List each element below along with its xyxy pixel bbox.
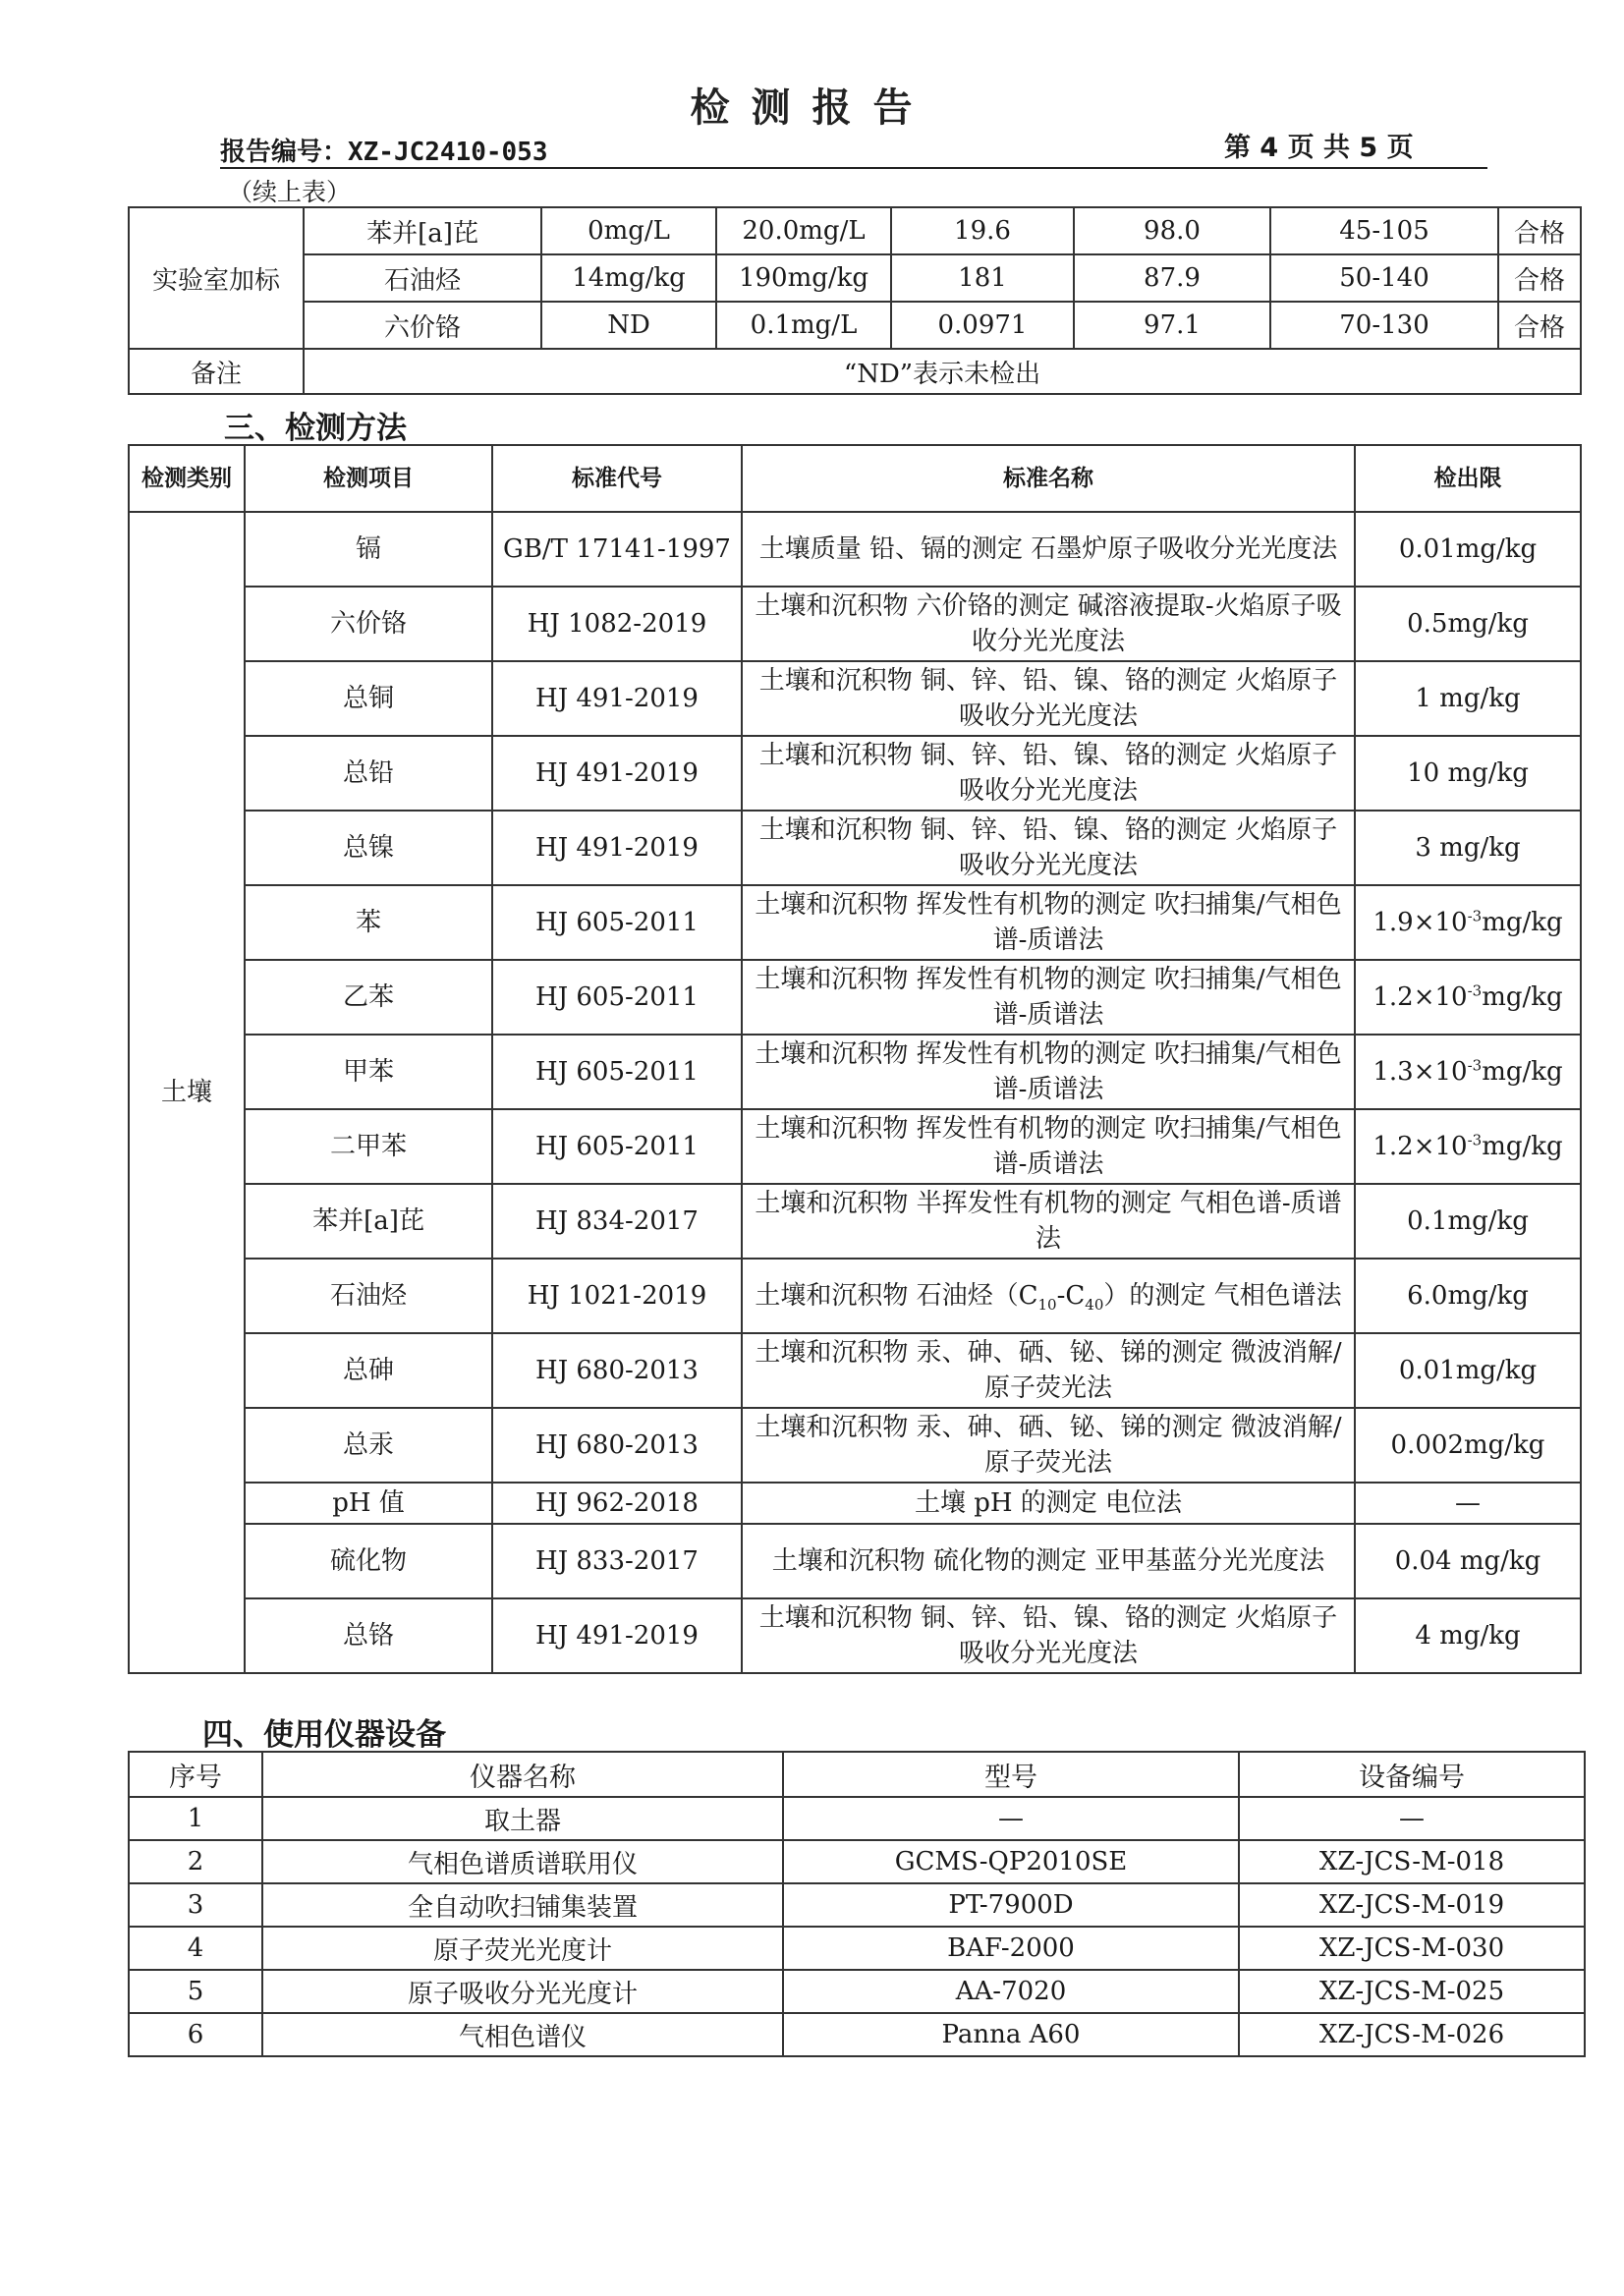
standard-name-cell: 土壤和沉积物 汞、砷、硒、铋、锑的测定 微波消解/原子荧光法 — [742, 1333, 1355, 1408]
header-code: 标准代号 — [492, 445, 742, 512]
code-cell: HJ 833-2017 — [492, 1524, 742, 1598]
spike-range: 45-105 — [1270, 207, 1498, 254]
limit-unit: mg/kg — [1482, 1132, 1563, 1161]
spike-range: 50-140 — [1270, 254, 1498, 302]
no-cell: 1 — [129, 1797, 262, 1840]
instrument-name-cell: 取土器 — [262, 1797, 783, 1840]
table-row — [129, 736, 1581, 811]
section-3-title: 三、检测方法 — [224, 411, 407, 446]
page-indicator: 第 4 页 共 5 页 — [1224, 133, 1414, 163]
code-cell: HJ 605-2011 — [492, 1109, 742, 1184]
table-row — [129, 302, 1581, 349]
name-part: ）的测定 气相色谱法 — [1103, 1281, 1342, 1311]
spike-recovery: 98.0 — [1074, 207, 1270, 254]
limit-cell: 6.0mg/kg — [1355, 1259, 1581, 1333]
header-instrument-name: 仪器名称 — [262, 1752, 783, 1797]
table-row — [129, 1333, 1581, 1408]
table-row — [129, 1483, 1581, 1524]
limit-cell: 0.5mg/kg — [1355, 587, 1581, 661]
limit-cell: 0.01mg/kg — [1355, 1333, 1581, 1408]
limit-exponent: -3 — [1467, 981, 1483, 1000]
continued-label: （续上表） — [228, 178, 352, 206]
equipment-id-cell: XZ-JCS-M-030 — [1239, 1927, 1585, 1970]
spike-added: 0.1mg/L — [716, 302, 891, 349]
item-cell: 硫化物 — [245, 1524, 492, 1598]
standard-name-cell: 土壤和沉积物 铜、锌、铅、镍、铬的测定 火焰原子吸收分光光度法 — [742, 811, 1355, 885]
code-cell: HJ 491-2019 — [492, 1598, 742, 1673]
limit-mantissa: 1.9×10 — [1372, 908, 1468, 937]
limit-cell: 1 mg/kg — [1355, 661, 1581, 736]
limit-mantissa: 1.2×10 — [1372, 1132, 1468, 1161]
item-cell: 总铜 — [245, 661, 492, 736]
item-cell: 六价铬 — [245, 587, 492, 661]
table-row — [129, 1883, 1585, 1927]
limit-exponent: -3 — [1467, 1056, 1483, 1075]
item-cell: 苯并[a]芘 — [245, 1184, 492, 1259]
standard-name-cell: 土壤和沉积物 铜、锌、铅、镍、铬的测定 火焰原子吸收分光光度法 — [742, 736, 1355, 811]
no-cell: 6 — [129, 2013, 262, 2056]
remark-label: 备注 — [129, 349, 304, 394]
limit-exponent: -3 — [1467, 907, 1483, 925]
spike-item: 石油烃 — [304, 254, 541, 302]
table-row — [129, 1184, 1581, 1259]
remark-row — [129, 349, 1581, 394]
equipment-id-cell: XZ-JCS-M-019 — [1239, 1883, 1585, 1927]
standard-name-cell: 土壤和沉积物 挥发性有机物的测定 吹扫捕集/气相色谱-质谱法 — [742, 1035, 1355, 1109]
model-cell: Panna A60 — [783, 2013, 1239, 2056]
spike-background: 14mg/kg — [541, 254, 716, 302]
table-row — [129, 1598, 1581, 1673]
limit-cell: 0.002mg/kg — [1355, 1408, 1581, 1483]
name-part: -C — [1056, 1281, 1086, 1311]
spike-verdict: 合格 — [1498, 254, 1581, 302]
table-row — [129, 1970, 1585, 2013]
limit-unit: mg/kg — [1482, 1057, 1563, 1087]
spike-added: 190mg/kg — [716, 254, 891, 302]
spike-item: 苯并[a]芘 — [304, 207, 541, 254]
limit-mantissa: 1.2×10 — [1372, 982, 1468, 1012]
limit-cell: 4 mg/kg — [1355, 1598, 1581, 1673]
limit-cell — [1355, 1035, 1581, 1109]
spike-background: ND — [541, 302, 716, 349]
limit-cell: 0.01mg/kg — [1355, 512, 1581, 587]
standard-name-cell: 土壤和沉积物 挥发性有机物的测定 吹扫捕集/气相色谱-质谱法 — [742, 1109, 1355, 1184]
instrument-name-cell: 原子荧光光度计 — [262, 1927, 783, 1970]
table-row — [129, 661, 1581, 736]
limit-cell: 0.04 mg/kg — [1355, 1524, 1581, 1598]
report-title: 检测报告 — [690, 85, 934, 131]
spike-measured: 181 — [891, 254, 1074, 302]
limit-mantissa: 1.3×10 — [1372, 1057, 1468, 1087]
equipment-id-cell: XZ-JCS-M-026 — [1239, 2013, 1585, 2056]
spike-measured: 0.0971 — [891, 302, 1074, 349]
table-header-row — [129, 445, 1581, 512]
instrument-name-cell: 原子吸收分光光度计 — [262, 1970, 783, 2013]
instrument-name-cell: 气相色谱质谱联用仪 — [262, 1840, 783, 1883]
standard-name-cell: 土壤和沉积物 硫化物的测定 亚甲基蓝分光光度法 — [742, 1524, 1355, 1598]
code-cell: HJ 491-2019 — [492, 736, 742, 811]
spike-background: 0mg/L — [541, 207, 716, 254]
equipment-id-cell: XZ-JCS-M-025 — [1239, 1970, 1585, 2013]
table-row — [129, 512, 1581, 587]
spike-recovery: 97.1 — [1074, 302, 1270, 349]
standard-name-cell: 土壤和沉积物 六价铬的测定 碱溶液提取-火焰原子吸收分光光度法 — [742, 587, 1355, 661]
spike-verdict: 合格 — [1498, 302, 1581, 349]
code-cell: HJ 605-2011 — [492, 960, 742, 1035]
table-row — [129, 1035, 1581, 1109]
code-cell: HJ 491-2019 — [492, 811, 742, 885]
limit-cell — [1355, 960, 1581, 1035]
header-standard-name: 标准名称 — [742, 445, 1355, 512]
instrument-name-cell: 气相色谱仪 — [262, 2013, 783, 2056]
item-cell: 乙苯 — [245, 960, 492, 1035]
limit-unit: mg/kg — [1482, 982, 1563, 1012]
code-cell: HJ 605-2011 — [492, 1035, 742, 1109]
spike-added: 20.0mg/L — [716, 207, 891, 254]
limit-unit: mg/kg — [1482, 908, 1563, 937]
model-cell: — — [783, 1797, 1239, 1840]
carbon-subscript: 10 — [1037, 1296, 1057, 1315]
equipment-id-cell: XZ-JCS-M-018 — [1239, 1840, 1585, 1883]
table-row — [129, 960, 1581, 1035]
test-methods-table — [128, 444, 1582, 1674]
table-row — [129, 1408, 1581, 1483]
limit-cell — [1355, 1109, 1581, 1184]
item-cell: 总铅 — [245, 736, 492, 811]
table-row — [129, 207, 1581, 254]
standard-name-cell: 土壤和沉积物 半挥发性有机物的测定 气相色谱-质谱法 — [742, 1184, 1355, 1259]
spike-item: 六价铬 — [304, 302, 541, 349]
table-row — [129, 254, 1581, 302]
spike-recovery: 87.9 — [1074, 254, 1270, 302]
table-row — [129, 1259, 1581, 1333]
name-part: 土壤和沉积物 石油烃（C — [755, 1281, 1038, 1311]
table-row — [129, 587, 1581, 661]
model-cell: BAF-2000 — [783, 1927, 1239, 1970]
table-row — [129, 1524, 1581, 1598]
table-row — [129, 1840, 1585, 1883]
header-limit: 检出限 — [1355, 445, 1581, 512]
limit-cell: 0.1mg/kg — [1355, 1184, 1581, 1259]
item-cell: 石油烃 — [245, 1259, 492, 1333]
code-cell: HJ 605-2011 — [492, 885, 742, 960]
item-cell: 镉 — [245, 512, 492, 587]
equipment-id-cell: — — [1239, 1797, 1585, 1840]
standard-name-cell: 土壤和沉积物 挥发性有机物的测定 吹扫捕集/气相色谱-质谱法 — [742, 960, 1355, 1035]
carbon-subscript: 40 — [1085, 1296, 1104, 1315]
table-row — [129, 885, 1581, 960]
spike-recovery-table — [128, 206, 1582, 395]
instrument-name-cell: 全自动吹扫铺集装置 — [262, 1883, 783, 1927]
no-cell: 5 — [129, 1970, 262, 2013]
code-cell: HJ 491-2019 — [492, 661, 742, 736]
section-4-title: 四、使用仪器设备 — [202, 1717, 446, 1753]
code-cell: GB/T 17141-1997 — [492, 512, 742, 587]
standard-name-cell: 土壤和沉积物 挥发性有机物的测定 吹扫捕集/气相色谱-质谱法 — [742, 885, 1355, 960]
item-cell: 二甲苯 — [245, 1109, 492, 1184]
report-number: 报告编号：XZ-JC2410-053 — [220, 138, 548, 167]
limit-cell: — — [1355, 1483, 1581, 1524]
table-row — [129, 1109, 1581, 1184]
spike-category: 实验室加标 — [129, 207, 304, 349]
remark-text: “ND”表示未检出 — [304, 349, 1581, 394]
no-cell: 2 — [129, 1840, 262, 1883]
no-cell: 4 — [129, 1927, 262, 1970]
limit-cell — [1355, 885, 1581, 960]
standard-name-cell: 土壤和沉积物 铜、锌、铅、镍、铬的测定 火焰原子吸收分光光度法 — [742, 661, 1355, 736]
code-cell: HJ 834-2017 — [492, 1184, 742, 1259]
table-header-row — [129, 1752, 1585, 1797]
table-row — [129, 1927, 1585, 1970]
header-item: 检测项目 — [245, 445, 492, 512]
standard-name-cell: 土壤和沉积物 铜、锌、铅、镍、铬的测定 火焰原子吸收分光光度法 — [742, 1598, 1355, 1673]
limit-exponent: -3 — [1467, 1131, 1483, 1149]
table-row — [129, 2013, 1585, 2056]
header-category: 检测类别 — [129, 445, 245, 512]
spike-measured: 19.6 — [891, 207, 1074, 254]
code-cell: HJ 680-2013 — [492, 1408, 742, 1483]
item-cell: 总汞 — [245, 1408, 492, 1483]
header-equipment-id: 设备编号 — [1239, 1752, 1585, 1797]
header-divider — [220, 167, 1487, 169]
standard-name-cell: 土壤和沉积物 汞、砷、硒、铋、锑的测定 微波消解/原子荧光法 — [742, 1408, 1355, 1483]
item-cell: 苯 — [245, 885, 492, 960]
code-cell: HJ 962-2018 — [492, 1483, 742, 1524]
table-row — [129, 811, 1581, 885]
limit-cell: 10 mg/kg — [1355, 736, 1581, 811]
standard-name-cell — [742, 1259, 1355, 1333]
code-cell: HJ 680-2013 — [492, 1333, 742, 1408]
standard-name-cell: 土壤 pH 的测定 电位法 — [742, 1483, 1355, 1524]
limit-cell: 3 mg/kg — [1355, 811, 1581, 885]
table-row — [129, 1797, 1585, 1840]
item-cell: 甲苯 — [245, 1035, 492, 1109]
no-cell: 3 — [129, 1883, 262, 1927]
code-cell: HJ 1082-2019 — [492, 587, 742, 661]
header-model: 型号 — [783, 1752, 1239, 1797]
model-cell: AA-7020 — [783, 1970, 1239, 2013]
instruments-table — [128, 1751, 1586, 2057]
code-cell: HJ 1021-2019 — [492, 1259, 742, 1333]
item-cell: pH 值 — [245, 1483, 492, 1524]
spike-verdict: 合格 — [1498, 207, 1581, 254]
item-cell: 总砷 — [245, 1333, 492, 1408]
spike-range: 70-130 — [1270, 302, 1498, 349]
model-cell: GCMS-QP2010SE — [783, 1840, 1239, 1883]
model-cell: PT-7900D — [783, 1883, 1239, 1927]
category-cell: 土壤 — [129, 512, 245, 1673]
item-cell: 总镍 — [245, 811, 492, 885]
standard-name-cell: 土壤质量 铅、镉的测定 石墨炉原子吸收分光光度法 — [742, 512, 1355, 587]
item-cell: 总铬 — [245, 1598, 492, 1673]
header-no: 序号 — [129, 1752, 262, 1797]
